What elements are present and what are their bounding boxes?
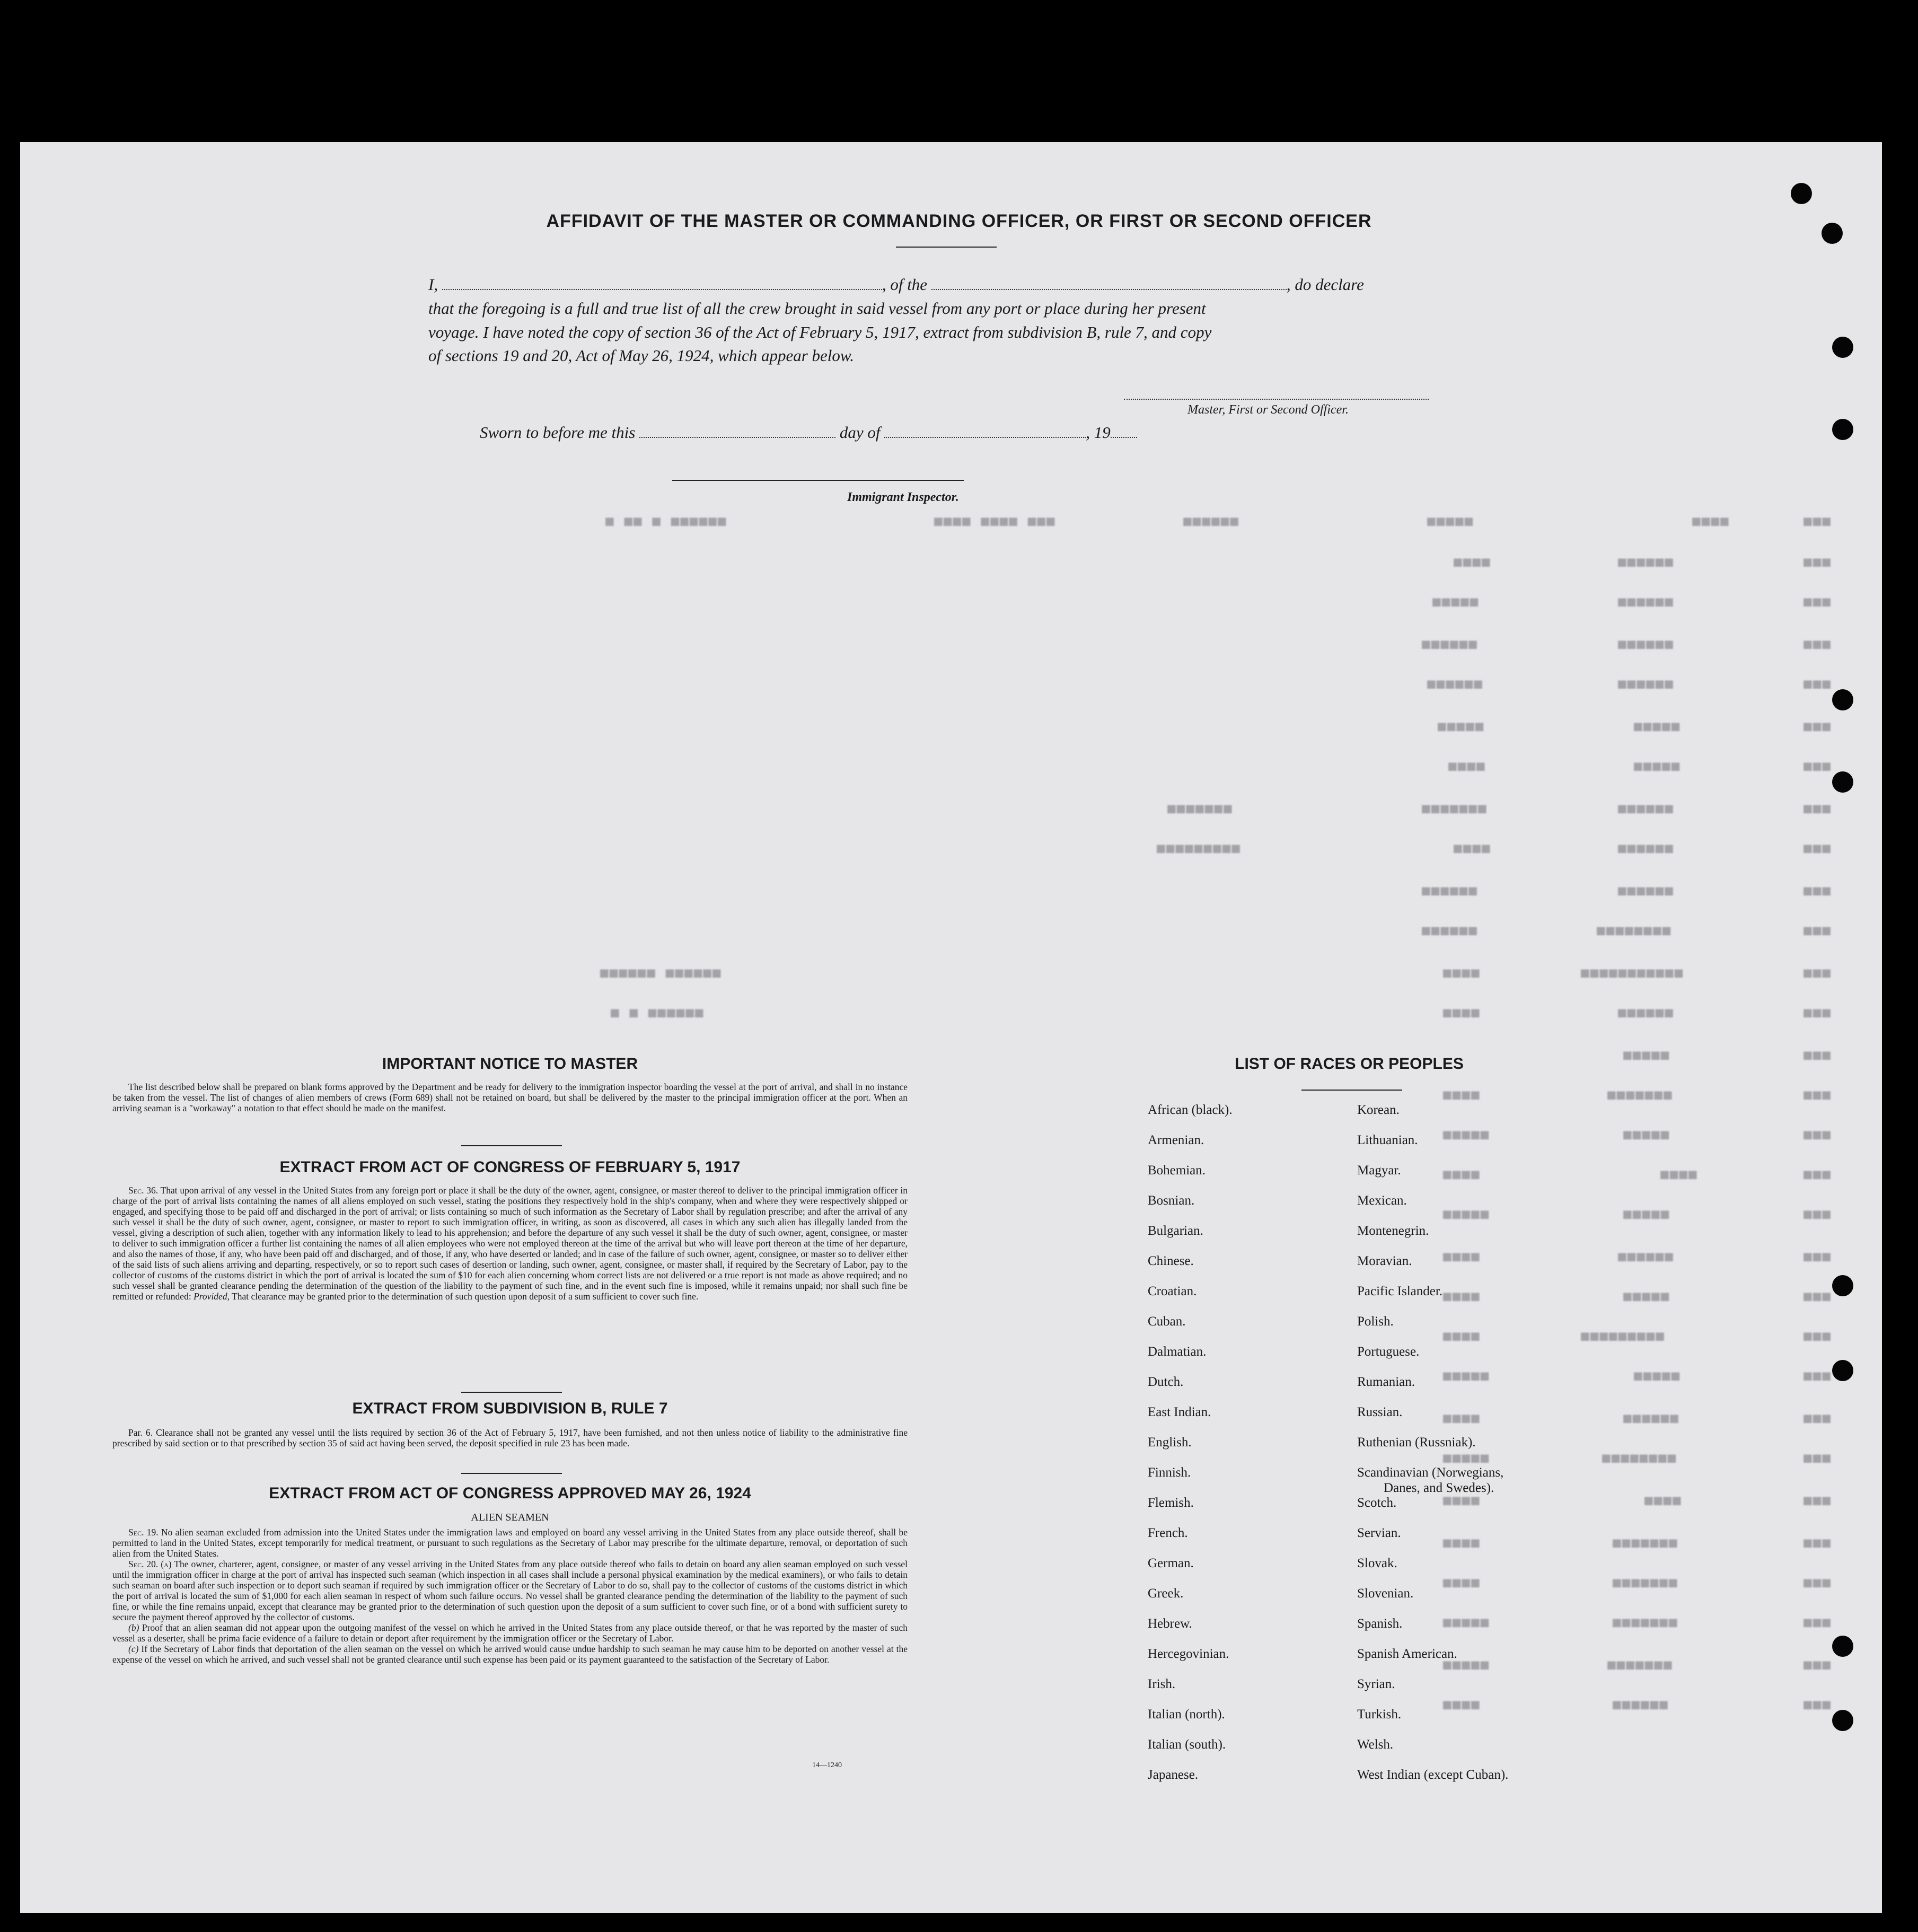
- notice-title: IMPORTANT NOTICE TO MASTER: [382, 1055, 638, 1073]
- proviso-word: Provided,: [193, 1291, 230, 1302]
- rule7-title: EXTRACT FROM SUBDIVISION B, RULE 7: [352, 1400, 668, 1417]
- year-prefix-label: , 19: [1086, 423, 1111, 442]
- sworn-month-field[interactable]: [884, 424, 1086, 438]
- section-20b-label: (b): [128, 1622, 139, 1633]
- binder-hole: [1832, 337, 1853, 358]
- vessel-field[interactable]: [931, 276, 1287, 290]
- race-item: Bohemian.: [1148, 1163, 1206, 1178]
- extract-1924-text: [112, 1527, 908, 1665]
- race-item: Rumanian.: [1357, 1375, 1415, 1389]
- section-36-label: Sec. 36.: [128, 1185, 159, 1196]
- race-item: Montenegrin.: [1357, 1224, 1429, 1238]
- race-item: English.: [1148, 1435, 1192, 1450]
- name-field[interactable]: [442, 276, 882, 290]
- race-item: Italian (south).: [1148, 1737, 1226, 1752]
- race-item: Spanish.: [1357, 1617, 1403, 1631]
- binder-hole: [1791, 183, 1812, 204]
- inspector-signature-label: Immigrant Inspector.: [847, 490, 959, 504]
- race-item: Moravian.: [1357, 1254, 1412, 1268]
- race-item: Hercegovinian.: [1148, 1647, 1229, 1661]
- race-item: African (black).: [1148, 1103, 1233, 1117]
- extract-1917-text: [112, 1185, 908, 1302]
- section-divider: [461, 1145, 562, 1146]
- race-item: Greek.: [1148, 1586, 1184, 1601]
- race-item: Polish.: [1357, 1314, 1394, 1329]
- binder-hole: [1832, 1636, 1853, 1657]
- races-title: LIST OF RACES OR PEOPLES: [1235, 1055, 1464, 1073]
- race-item: East Indian.: [1148, 1405, 1211, 1419]
- declaration-line-4: of sections 19 and 20, Act of May 26, 1924, which appear below.: [428, 346, 855, 365]
- section-20c-body: If the Secretary of Labor finds that deportation of the alien seaman on the vessel on which he arrived would cause undue hardship to such seaman he may cause him to be deported on another vessel at the expense of the vessel on which he arrived, and such vessel shall not be granted clearance until such expense has been paid or its payment guaranteed to the satisfaction of the Secretary of Labor.: [112, 1644, 908, 1665]
- race-item: Portuguese.: [1357, 1345, 1420, 1359]
- title-divider: [896, 247, 997, 248]
- of-the-label: , of the: [882, 275, 928, 294]
- race-item: Turkish.: [1357, 1707, 1402, 1722]
- notice-text: The list described below shall be prepared on blank forms approved by the Department and be ready for delivery to the immigration inspector boarding the vessel at the port of arrival, and shall in no instance be taken from the vessel. The list of changes of alien members of crews (Form 689) shall not be retained on board, but shall be delivered by the master to the principal immigration officer at the port. When an arriving seaman is a "workaway" a notation to that effect should be made on the manifest.: [112, 1082, 908, 1113]
- race-item: French.: [1148, 1526, 1188, 1540]
- binder-hole: [1832, 1710, 1853, 1731]
- binder-hole: [1832, 771, 1853, 793]
- race-item: Russian.: [1357, 1405, 1403, 1419]
- race-item: Chinese.: [1148, 1254, 1194, 1268]
- master-signature-line[interactable]: [1124, 399, 1429, 400]
- race-item: Spanish American.: [1357, 1647, 1457, 1661]
- race-item: Servian.: [1357, 1526, 1401, 1540]
- section-36-body: That upon arrival of any vessel in the United States from any foreign port or place it shall be the duty of the owner, agent, consignee, or master thereof to deliver to the principal immigration officer in charge of the port of arrival lists containing the names of all aliens employed on such vessel, stating the positions they respectively hold in the ship's company, when and where they were respectively shipped or engaged, and specifying those to be paid off and discharged in the port of arrival; or lists containing so much of such information as the Secretary of Labor shall by regulation prescribe; and after the arrival of any such vessel it shall be the duty of such owner, agent, consignee, or master to report to such immigration officer, in writing, as soon as discovered, all cases in which any such alien has illegally landed from the vessel, giving a description of such alien, together with any information likely to lead to his apprehension; and before the departure of any such vessel it shall be the duty of such owner, agent, consignee, or master to deliver to such immigration officer a further list containing the names of all alien employees who were not employed thereon at the time of the arrival but who will leave port thereon at the time of her departure, and also the names of those, if any, who have been paid off and discharged, and of those, if any, who have deserted or landed; and in case of the failure of such owner, agent, consignee, or master so to deliver either of the said lists of such aliens arriving and departing, respectively, or so to report such cases of desertion or landing, such owner, agent, consignee, or master shall, if required by the Secretary of Labor, pay to the collector of customs of the customs district in which the port of arrival is located the sum of $10 for each alien concerning whom correct lists are not delivered or a true report is not made as above required; and no such vessel shall be granted clearance pending the determination of the question of the liability to the payment of such fine, and in the event such fine is imposed, while it remains unpaid; nor shall such fine be remitted or refunded:: [112, 1185, 908, 1302]
- section-19-body: No alien seaman excluded from admission into the United States under the immigration laws and employed on board any vessel arriving in the United States from any place outside thereof, shall be permitted to land in the United States, except temporarily for medical treatment, or pursuant to such regulations as the Secretary of Labor may prescribe for the ultimate departure, removal, or deportation of such alien from the United States.: [112, 1527, 908, 1559]
- race-item: Irish.: [1148, 1677, 1176, 1691]
- race-item-continuation: Danes, and Swedes).: [1384, 1481, 1494, 1495]
- race-item: Japanese.: [1148, 1768, 1199, 1782]
- section-divider: [461, 1473, 562, 1474]
- sworn-label: Sworn to before me this: [480, 423, 636, 442]
- section-20a-label: Sec. 20. (a): [128, 1559, 172, 1569]
- master-signature-label: Master, First or Second Officer.: [1187, 403, 1349, 417]
- declaration-line-1: [428, 274, 1467, 296]
- race-item: German.: [1148, 1556, 1194, 1570]
- race-item: Mexican.: [1357, 1193, 1407, 1208]
- race-item: West Indian (except Cuban).: [1357, 1768, 1509, 1782]
- inspector-signature-line[interactable]: [672, 480, 964, 481]
- sworn-day-field[interactable]: [639, 424, 835, 438]
- race-item: Dalmatian.: [1148, 1345, 1207, 1359]
- binder-hole: [1832, 689, 1853, 710]
- sworn-line: [480, 421, 1519, 444]
- sworn-year-field[interactable]: [1111, 424, 1137, 438]
- section-20c-label: (c): [128, 1644, 139, 1654]
- race-item: Korean.: [1357, 1103, 1400, 1117]
- race-item: Ruthenian (Russniak).: [1357, 1435, 1476, 1450]
- race-item: Slovenian.: [1357, 1586, 1414, 1601]
- proviso-text: That clearance may be granted prior to the determination of such question upon deposit of a sum sufficient to cover such fine.: [232, 1291, 699, 1302]
- race-item: Dutch.: [1148, 1375, 1184, 1389]
- declaration-line-3: voyage. I have noted the copy of section 36 of the Act of February 5, 1917, extract from subdivision B, rule 7, and copy: [428, 323, 1212, 341]
- race-item: Hebrew.: [1148, 1617, 1192, 1631]
- section-divider: [461, 1392, 562, 1393]
- race-item: Flemish.: [1148, 1496, 1194, 1510]
- extract-1917-title: EXTRACT FROM ACT OF CONGRESS OF FEBRUARY 5, 1917: [279, 1158, 741, 1176]
- binder-hole: [1832, 1360, 1853, 1381]
- binder-hole: [1832, 1275, 1853, 1296]
- races-divider: [1301, 1090, 1402, 1091]
- race-item: Lithuanian.: [1357, 1133, 1418, 1147]
- section-20b-body: Proof that an alien seaman did not appear upon the outgoing manifest of the vessel on which he arrived in the United States from any place outside thereof, or that he was reported by the master of such vessel as a deserter, shall be prima facie evidence of a failure to detain or deport after requirement by the immigration officer or the Secretary of Labor.: [112, 1622, 908, 1644]
- race-item: Scotch.: [1357, 1496, 1397, 1510]
- race-item: Pacific Islander.: [1357, 1284, 1443, 1298]
- section-20a-body: The owner, charterer, agent, consignee, or master of any vessel arriving in the United States from any place outside thereof who fails to detain on board any alien seaman employed on such vessel until the immigration officer in charge at the port of arrival has inspected such seaman (which inspection in all cases shall include a personal physical examination by the medical examiners), or who fails to detain such seaman on board after such inspection or to deport such seaman if required by such immigration officer or the Secretary of Labor to do so, shall pay to the collector of customs of the customs district in which the port of arrival is located the sum of $1,000 for each alien seaman in respect of whom such failure occurs. No vessel shall be granted clearance pending the determination of the liability to the payment of such fine, or while the fine remains unpaid, except that clearance may be granted prior to the determination of such question upon the deposit of a sum sufficient to cover such fine, or of a bond with sufficient surety to secure the payment thereof approved by the collector of customs.: [112, 1559, 908, 1622]
- race-item: Syrian.: [1357, 1677, 1395, 1691]
- extract-1924-title: EXTRACT FROM ACT OF CONGRESS APPROVED MAY 26, 1924: [269, 1485, 751, 1502]
- race-item: Italian (north).: [1148, 1707, 1225, 1722]
- binder-hole: [1832, 419, 1853, 440]
- race-item: Armenian.: [1148, 1133, 1204, 1147]
- affidavit-title: AFFIDAVIT OF THE MASTER OR COMMANDING OFFICER, OR FIRST OR SECOND OFFICER: [546, 211, 1372, 231]
- form-number: 14—1240: [812, 1761, 842, 1769]
- race-item: Scandinavian (Norwegians,: [1357, 1465, 1504, 1480]
- declaration-line-2: that the foregoing is a full and true list of all the crew brought in said vessel from any port or place during her present: [428, 299, 1206, 318]
- race-item: Bulgarian.: [1148, 1224, 1203, 1238]
- race-item: Slovak.: [1357, 1556, 1397, 1570]
- race-item: Bosnian.: [1148, 1193, 1195, 1208]
- race-item: Croatian.: [1148, 1284, 1197, 1298]
- do-declare-label: , do declare: [1286, 275, 1364, 294]
- rule7-text: Par. 6. Clearance shall not be granted any vessel until the lists required by section 36 of the Act of February 5, 1917, have been furnished, and not then unless notice of liability to the administrative fine prescribed by said section or to that prescribed by section 35 of said act having been served, the deposit specified in rule 23 has been made.: [112, 1427, 908, 1448]
- alien-seamen-subtitle: ALIEN SEAMEN: [471, 1512, 549, 1523]
- day-of-label: day of: [839, 423, 881, 442]
- section-19-label: Sec. 19.: [128, 1527, 159, 1538]
- i-label: I,: [428, 275, 438, 294]
- race-item: Welsh.: [1357, 1737, 1394, 1752]
- race-item: Magyar.: [1357, 1163, 1401, 1178]
- race-item: Finnish.: [1148, 1465, 1191, 1480]
- race-item: Cuban.: [1148, 1314, 1186, 1329]
